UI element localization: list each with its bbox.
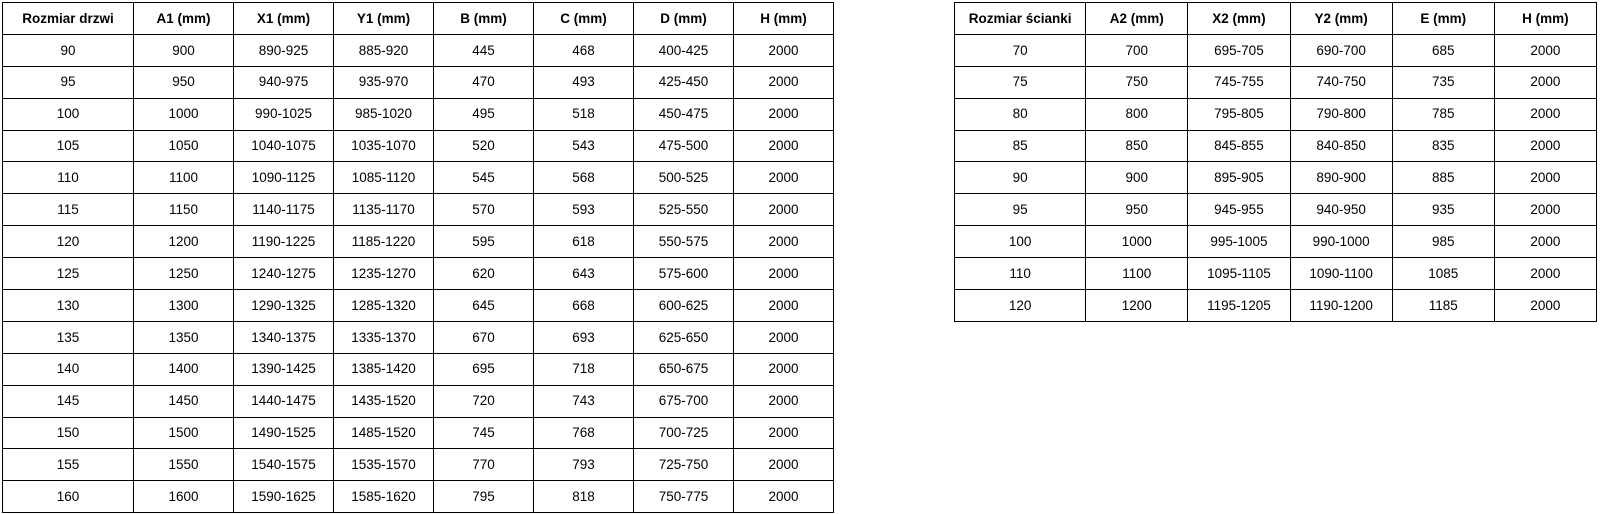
table-row — [955, 98, 1597, 130]
table-cell: 2000 — [1494, 98, 1596, 130]
table-row — [3, 130, 834, 162]
table-cell: 470 — [434, 66, 534, 98]
table-cell: 1450 — [134, 385, 234, 417]
table-cell: 85 — [955, 130, 1086, 162]
table-cell: 685 — [1392, 34, 1494, 66]
table-cell: 735 — [1392, 66, 1494, 98]
table-cell: 2000 — [1494, 258, 1596, 290]
table-cell: 675-700 — [634, 385, 734, 417]
table-cell: 568 — [534, 162, 634, 194]
table-cell: 1540-1575 — [234, 449, 334, 481]
table-cell: 1390-1425 — [234, 353, 334, 385]
table-row — [3, 98, 834, 130]
table-cell: 593 — [534, 194, 634, 226]
table-cell: 1300 — [134, 290, 234, 322]
table-cell: 135 — [3, 321, 134, 353]
table-row — [3, 258, 834, 290]
table-cell: 885 — [1392, 162, 1494, 194]
table-cell: 950 — [1086, 194, 1188, 226]
table-cell: 840-850 — [1290, 130, 1392, 162]
table-cell: 743 — [534, 385, 634, 417]
column-header: X1 (mm) — [234, 3, 334, 35]
table-cell: 145 — [3, 385, 134, 417]
table-cell: 695 — [434, 353, 534, 385]
table-cell: 600-625 — [634, 290, 734, 322]
table-cell: 1200 — [1086, 290, 1188, 322]
header-row — [3, 3, 834, 35]
table-cell: 518 — [534, 98, 634, 130]
table-cell: 895-905 — [1188, 162, 1290, 194]
table-cell: 100 — [955, 226, 1086, 258]
table-cell: 950 — [134, 66, 234, 98]
table-cell: 425-450 — [634, 66, 734, 98]
table-cell: 160 — [3, 481, 134, 513]
table-cell: 768 — [534, 417, 634, 449]
table-cell: 835 — [1392, 130, 1494, 162]
table-cell: 1490-1525 — [234, 417, 334, 449]
table-row — [3, 417, 834, 449]
table-cell: 695-705 — [1188, 34, 1290, 66]
table-cell: 575-600 — [634, 258, 734, 290]
table-cell: 2000 — [734, 290, 834, 322]
column-header: Rozmiar ścianki — [955, 3, 1086, 35]
table-row — [955, 130, 1597, 162]
table-cell: 700 — [1086, 34, 1188, 66]
column-header: A2 (mm) — [1086, 3, 1188, 35]
table-cell: 2000 — [1494, 130, 1596, 162]
table-cell: 545 — [434, 162, 534, 194]
table-cell: 70 — [955, 34, 1086, 66]
column-header: Rozmiar drzwi — [3, 3, 134, 35]
table-cell: 80 — [955, 98, 1086, 130]
table-cell: 1585-1620 — [334, 481, 434, 513]
table-cell: 720 — [434, 385, 534, 417]
table-row — [955, 162, 1597, 194]
table-cell: 1435-1520 — [334, 385, 434, 417]
table-cell: 1600 — [134, 481, 234, 513]
table-cell: 845-855 — [1188, 130, 1290, 162]
table-cell: 1035-1070 — [334, 130, 434, 162]
table-cell: 2000 — [734, 162, 834, 194]
table-row — [3, 226, 834, 258]
table-row — [3, 162, 834, 194]
table-cell: 645 — [434, 290, 534, 322]
table-cell: 1185 — [1392, 290, 1494, 322]
table-cell: 100 — [3, 98, 134, 130]
table-cell: 1050 — [134, 130, 234, 162]
table-cell: 1290-1325 — [234, 290, 334, 322]
table-cell: 1000 — [134, 98, 234, 130]
table-cell: 1535-1570 — [334, 449, 434, 481]
table-cell: 668 — [534, 290, 634, 322]
table-cell: 1335-1370 — [334, 321, 434, 353]
table-cell: 725-750 — [634, 449, 734, 481]
table-cell: 1235-1270 — [334, 258, 434, 290]
table-row — [3, 449, 834, 481]
table-cell: 90 — [3, 34, 134, 66]
column-header: A1 (mm) — [134, 3, 234, 35]
table-cell: 795-805 — [1188, 98, 1290, 130]
table-cell: 940-950 — [1290, 194, 1392, 226]
table-cell: 570 — [434, 194, 534, 226]
table-cell: 1090-1125 — [234, 162, 334, 194]
table-cell: 1150 — [134, 194, 234, 226]
table-cell: 1095-1105 — [1188, 258, 1290, 290]
table-row — [3, 34, 834, 66]
table-cell: 1085 — [1392, 258, 1494, 290]
table-cell: 90 — [955, 162, 1086, 194]
table-cell: 1340-1375 — [234, 321, 334, 353]
table-row — [955, 34, 1597, 66]
table-cell: 1200 — [134, 226, 234, 258]
table-cell: 150 — [3, 417, 134, 449]
table-cell: 2000 — [1494, 162, 1596, 194]
table-cell: 2000 — [734, 321, 834, 353]
table-cell: 115 — [3, 194, 134, 226]
column-header: D (mm) — [634, 3, 734, 35]
table-cell: 650-675 — [634, 353, 734, 385]
table-cell: 990-1025 — [234, 98, 334, 130]
table-cell: 95 — [3, 66, 134, 98]
table-cell: 890-925 — [234, 34, 334, 66]
table-cell: 890-900 — [1290, 162, 1392, 194]
table-cell: 1350 — [134, 321, 234, 353]
wall-panel-size-table — [954, 2, 1597, 322]
table-cell: 1195-1205 — [1188, 290, 1290, 322]
table-cell: 1550 — [134, 449, 234, 481]
column-header: H (mm) — [734, 3, 834, 35]
header-row — [955, 3, 1597, 35]
table-cell: 2000 — [734, 130, 834, 162]
table-cell: 595 — [434, 226, 534, 258]
table-cell: 885-920 — [334, 34, 434, 66]
table-cell: 2000 — [734, 481, 834, 513]
table-cell: 750-775 — [634, 481, 734, 513]
table-cell: 468 — [534, 34, 634, 66]
table-cell: 940-975 — [234, 66, 334, 98]
table-row — [955, 226, 1597, 258]
table-cell: 2000 — [734, 258, 834, 290]
table-cell: 690-700 — [1290, 34, 1392, 66]
table-cell: 818 — [534, 481, 634, 513]
table-cell: 2000 — [1494, 66, 1596, 98]
table-cell: 543 — [534, 130, 634, 162]
table-cell: 105 — [3, 130, 134, 162]
table-cell: 120 — [3, 226, 134, 258]
table-cell: 1440-1475 — [234, 385, 334, 417]
table-cell: 450-475 — [634, 98, 734, 130]
table-row — [3, 194, 834, 226]
table-cell: 990-1000 — [1290, 226, 1392, 258]
table-cell: 620 — [434, 258, 534, 290]
table-cell: 1185-1220 — [334, 226, 434, 258]
table-cell: 1090-1100 — [1290, 258, 1392, 290]
table-cell: 793 — [534, 449, 634, 481]
table-cell: 493 — [534, 66, 634, 98]
column-header: H (mm) — [1494, 3, 1596, 35]
table-cell: 2000 — [1494, 226, 1596, 258]
table-cell: 1040-1075 — [234, 130, 334, 162]
table-cell: 525-550 — [634, 194, 734, 226]
table-cell: 550-575 — [634, 226, 734, 258]
table-cell: 2000 — [734, 417, 834, 449]
table-cell: 800 — [1086, 98, 1188, 130]
table-cell: 400-425 — [634, 34, 734, 66]
table-cell: 2000 — [1494, 34, 1596, 66]
table-cell: 795 — [434, 481, 534, 513]
table-cell: 95 — [955, 194, 1086, 226]
column-header: C (mm) — [534, 3, 634, 35]
table-cell: 900 — [134, 34, 234, 66]
column-header: Y1 (mm) — [334, 3, 434, 35]
table-cell: 700-725 — [634, 417, 734, 449]
table-cell: 125 — [3, 258, 134, 290]
table-cell: 790-800 — [1290, 98, 1392, 130]
table-cell: 935-970 — [334, 66, 434, 98]
table-cell: 75 — [955, 66, 1086, 98]
table-cell: 2000 — [1494, 194, 1596, 226]
table-cell: 2000 — [734, 385, 834, 417]
table-cell: 643 — [534, 258, 634, 290]
table-cell: 1135-1170 — [334, 194, 434, 226]
table-cell: 1385-1420 — [334, 353, 434, 385]
table-row — [955, 290, 1597, 322]
table-cell: 2000 — [734, 226, 834, 258]
column-header: X2 (mm) — [1188, 3, 1290, 35]
table-cell: 995-1005 — [1188, 226, 1290, 258]
table-row — [955, 66, 1597, 98]
table-cell: 1590-1625 — [234, 481, 334, 513]
table-cell: 1250 — [134, 258, 234, 290]
table-cell: 785 — [1392, 98, 1494, 130]
table-cell: 985-1020 — [334, 98, 434, 130]
table-cell: 2000 — [734, 353, 834, 385]
column-header: B (mm) — [434, 3, 534, 35]
table-cell: 718 — [534, 353, 634, 385]
table-cell: 2000 — [734, 449, 834, 481]
table-cell: 945-955 — [1188, 194, 1290, 226]
table-row — [955, 194, 1597, 226]
table-cell: 2000 — [734, 194, 834, 226]
table-row — [3, 321, 834, 353]
table-cell: 1000 — [1086, 226, 1188, 258]
table-row — [3, 385, 834, 417]
table-cell: 1485-1520 — [334, 417, 434, 449]
table-cell: 745 — [434, 417, 534, 449]
table-cell: 1140-1175 — [234, 194, 334, 226]
table-cell: 935 — [1392, 194, 1494, 226]
table-cell: 1100 — [134, 162, 234, 194]
table-cell: 750 — [1086, 66, 1188, 98]
table-cell: 2000 — [734, 98, 834, 130]
table-cell: 2000 — [734, 34, 834, 66]
table-cell: 745-755 — [1188, 66, 1290, 98]
column-header: Y2 (mm) — [1290, 3, 1392, 35]
table-cell: 618 — [534, 226, 634, 258]
table-cell: 110 — [3, 162, 134, 194]
table-cell: 475-500 — [634, 130, 734, 162]
table-row — [3, 66, 834, 98]
table-cell: 1285-1320 — [334, 290, 434, 322]
table-cell: 1500 — [134, 417, 234, 449]
table-cell: 1085-1120 — [334, 162, 434, 194]
table-cell: 670 — [434, 321, 534, 353]
table-cell: 1190-1225 — [234, 226, 334, 258]
table-cell: 130 — [3, 290, 134, 322]
door-size-table — [2, 2, 834, 513]
table-cell: 445 — [434, 34, 534, 66]
table-cell: 2000 — [734, 66, 834, 98]
table-cell: 850 — [1086, 130, 1188, 162]
table-cell: 1190-1200 — [1290, 290, 1392, 322]
table-row — [3, 481, 834, 513]
table-cell: 110 — [955, 258, 1086, 290]
table-cell: 625-650 — [634, 321, 734, 353]
table-row — [955, 258, 1597, 290]
table-cell: 500-525 — [634, 162, 734, 194]
table-cell: 495 — [434, 98, 534, 130]
table-cell: 900 — [1086, 162, 1188, 194]
table-cell: 2000 — [1494, 290, 1596, 322]
table-row — [3, 353, 834, 385]
column-header: E (mm) — [1392, 3, 1494, 35]
table-cell: 120 — [955, 290, 1086, 322]
table-cell: 770 — [434, 449, 534, 481]
table-row — [3, 290, 834, 322]
table-cell: 155 — [3, 449, 134, 481]
table-cell: 693 — [534, 321, 634, 353]
table-cell: 740-750 — [1290, 66, 1392, 98]
table-cell: 1400 — [134, 353, 234, 385]
table-cell: 985 — [1392, 226, 1494, 258]
table-cell: 520 — [434, 130, 534, 162]
table-cell: 140 — [3, 353, 134, 385]
table-cell: 1240-1275 — [234, 258, 334, 290]
table-cell: 1100 — [1086, 258, 1188, 290]
